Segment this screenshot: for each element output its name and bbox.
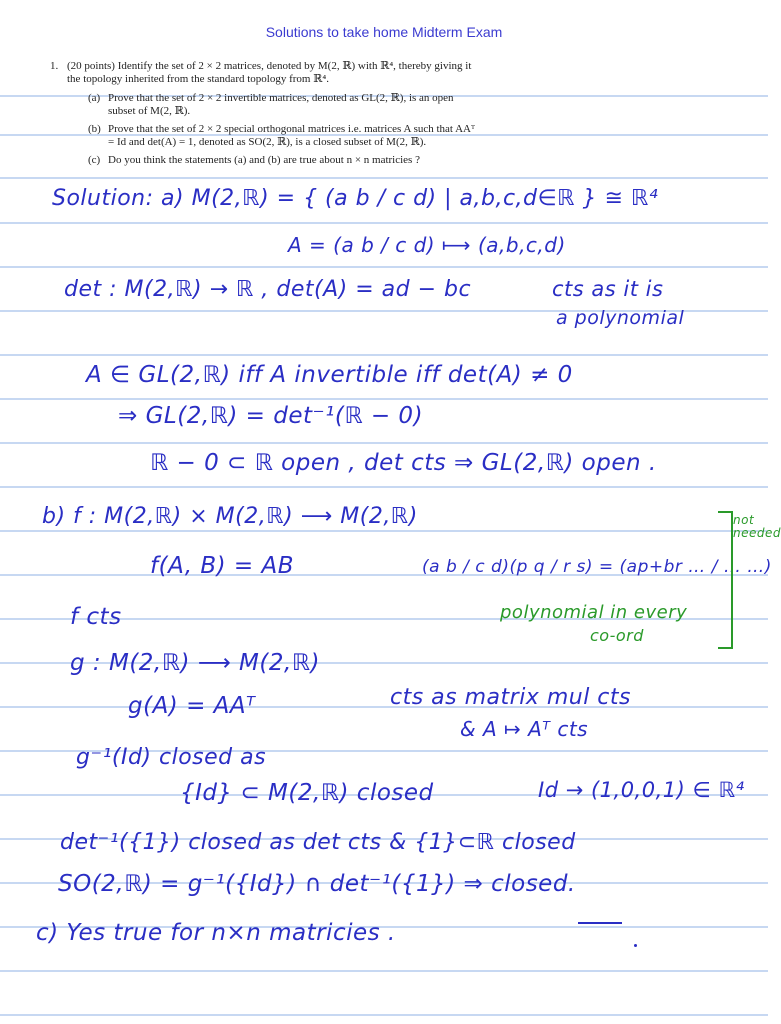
solution-line-15: SO(2,ℝ) = g⁻¹({Id}) ∩ det⁻¹({1}) ⇒ closed. [58,871,576,897]
polynomial-note-2: co-ord [590,626,644,645]
solution-line-13-note: Id → (1,0,0,1) ∈ ℝ⁴ [538,778,745,802]
solution-line-16: c) Yes true for n×n matricies . [36,920,396,946]
matrix-product: (a b / c d)(p q / r s) = (ap+br … / … …) [422,557,772,577]
solution-line-3: det : M(2,ℝ) → ℝ , det(A) = ad − bc [64,277,472,302]
part-label: (c) [88,154,101,166]
solution-line-9: f cts [70,604,122,630]
solution-line-10: g : M(2,ℝ) ⟶ M(2,ℝ) [70,650,320,676]
problem-statement [50,60,480,172]
solution-line-1: Solution: a) M(2,ℝ) = { (a b / c d) | a,b,c,d∈ℝ } ≅ ℝ⁴ [52,186,659,211]
bracket-path [718,512,732,648]
polynomial-note: polynomial in every [500,602,688,623]
end-dash [578,922,622,924]
part-label: (b) [88,123,101,135]
solution-line-13: {Id} ⊂ M(2,ℝ) closed [180,780,434,806]
part-text: Prove that the set of 2 × 2 special orthogonal matrices i.e. matrices A such that AAᵀ = Id and det(A) = 1, denoted as SO(2, ℝ), is a closed subset of M(2, ℝ). [108,123,475,148]
solution-line-11: g(A) = AAᵀ [128,693,256,719]
solution-line-3-note-2: a polynomial [556,307,685,329]
part-text: Prove that the set of 2 × 2 invertible matrices, denoted as GL(2, ℝ), is an open subset of M(2, ℝ). [108,92,454,117]
solution-line-12: g⁻¹(Id) closed as [76,745,267,770]
problem-part-a [88,92,480,118]
solution-line-8: f(A, B) = AB [150,553,295,579]
solution-line-11-note-2: & A ↦ Aᵀ cts [460,717,589,741]
solution-line-4: A ∈ GL(2,ℝ) iff A invertible iff det(A) ≠ 0 [86,362,573,388]
part-text: Do you think the statements (a) and (b) are true about n × n matricies ? [108,154,420,166]
page-title: Solutions to take home Midterm Exam [265,24,503,40]
end-dot [634,944,637,947]
problem-parts [88,92,480,167]
margin-note: not needed [733,513,781,540]
solution-line-11-note: cts as matrix mul cts [390,685,631,710]
solution-line-2: A = (a b / c d) ⟼ (a,b,c,d) [288,233,566,257]
solution-line-7: b) f : M(2,ℝ) × M(2,ℝ) ⟶ M(2,ℝ) [42,504,418,529]
solution-line-5: ⇒ GL(2,ℝ) = det⁻¹(ℝ − 0) [118,403,424,429]
problem-intro: (20 points) Identify the set of 2 × 2 matrices, denoted by M(2, ℝ) with ℝ⁴, thereby giving it the topology inherited from the standard topology from ℝ⁴. [67,60,472,85]
problem-part-c [88,154,480,167]
problem-number: 1. [50,60,59,72]
solution-line-6: ℝ − 0 ⊂ ℝ open , det cts ⇒ GL(2,ℝ) open . [150,450,657,476]
part-label: (a) [88,92,101,104]
problem-part-b [88,123,480,149]
solution-line-3-note: cts as it is [552,277,664,301]
solution-line-14: det⁻¹({1}) closed as det cts & {1}⊂ℝ closed [60,830,576,855]
